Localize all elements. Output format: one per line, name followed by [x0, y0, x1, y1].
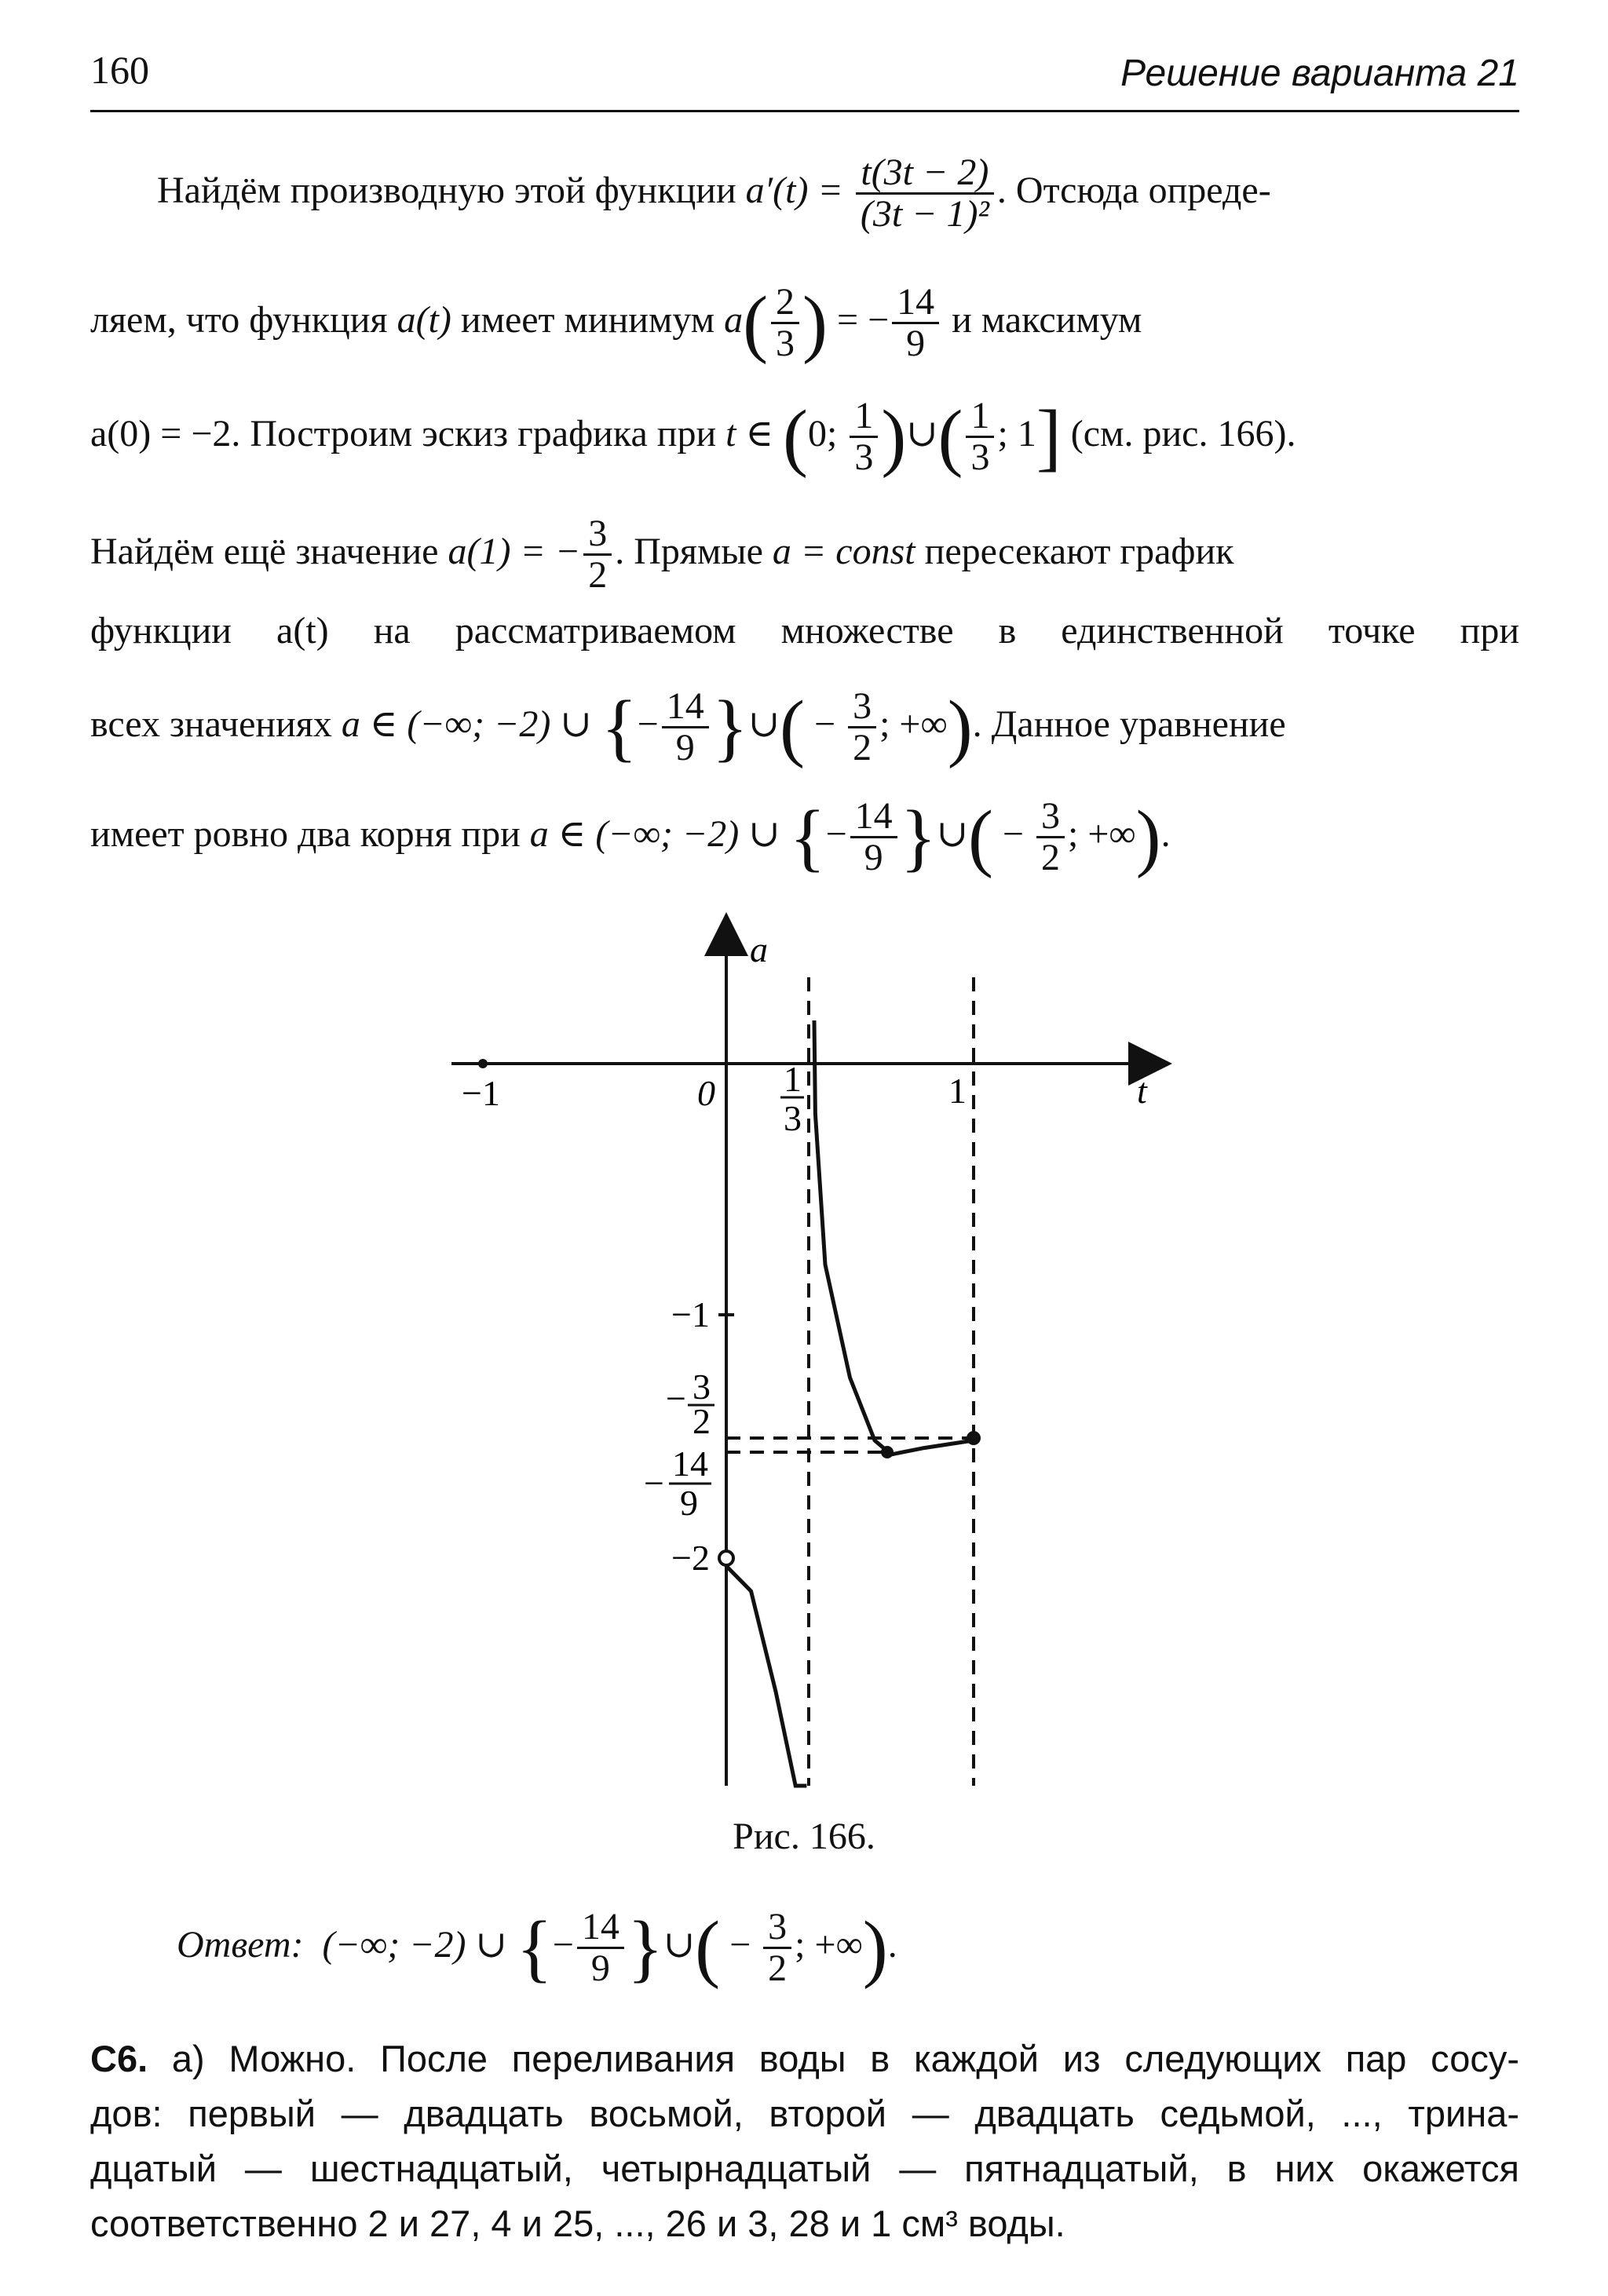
c6-line-1: С6. а) Можно. После переливания воды в каждой из следующих пар сосу- [90, 2038, 1519, 2079]
c6-line-2: дов: первый — двадцать восьмой, второй — двадцать седьмой, ..., трина- [90, 2093, 1519, 2134]
x-tick-1: 1 [948, 1071, 967, 1111]
y-tick-14-9-num: 14 [672, 1444, 708, 1484]
y-tick-minus-2: −2 [671, 1538, 710, 1578]
x-tick-third-den: 3 [784, 1098, 802, 1138]
x-tick-minus-1: −1 [462, 1073, 500, 1113]
text-line-6: всех значениях a ∈ (−∞; −2) ∪ {− $\frac{14}{9}$ }∪( − $\frac{3}{2}$ ; +∞). Данное уравнение [90, 684, 1286, 769]
y-tick-minus-1: −1 [671, 1294, 710, 1334]
figure-caption: Рис. 166. [733, 1816, 875, 1857]
text-line-4: Найдём ещё значение a(1) = − $\frac{3}{2}$ . Прямые a = const пересекают график [90, 513, 1234, 597]
point-at-1 [967, 1431, 981, 1445]
answer-line: Ответ: (−∞; −2) ∪ {− $\frac{14}{9}$ }∪( − $\frac{3}{2}$ ; +∞). [177, 1905, 897, 1990]
derivative-fraction: $\frac{t(3t - 2)}{\text{(3t − 1)²}}$ [856, 153, 994, 235]
c6-line-4: соответственно 2 и 27, 4 и 25, ..., 26 и 3, 28 и 1 см³ воды. [90, 2203, 1065, 2244]
answer-label: Ответ: [177, 1923, 304, 1966]
x-tick-third-num: 1 [784, 1059, 802, 1099]
text-line-1: Найдём производную этой функции a′(t) = $\frac{t(3t - 2)}{\text{(3t − 1)²}}$ . Отсюда опреде- [157, 151, 1271, 235]
axis-label-t: t [1137, 1071, 1147, 1111]
text-line-7: имеет ровно два корня при a ∈ (−∞; −2) ∪ {− $\frac{14}{9}$ }∪( − $\frac{3}{2}$ ; +∞). [90, 794, 1171, 879]
c6-line-3: дцатый — шестнадцатый, четырнадцатый — пятнадцатый, в них окажется [90, 2148, 1519, 2189]
point-min [881, 1446, 894, 1458]
axis-label-a: a [750, 929, 768, 969]
text-line-3: a(0) = −2. Построим эскиз графика при t ∈ (0; $\frac{1}{3}$ )∪( $\frac{1}{3}$ ; 1] (см. рис. 166). [90, 394, 1296, 479]
y-tick-14-9-den: 9 [680, 1483, 698, 1523]
svg-text:−: − [666, 1378, 686, 1418]
tick-minus-1 [478, 1059, 488, 1068]
curve-branch-left [726, 1566, 806, 1786]
svg-text:−: − [644, 1463, 664, 1503]
y-tick-3-2-num: 3 [693, 1367, 711, 1407]
running-title: Решение варианта 21 [1120, 53, 1519, 94]
x-tick-0: 0 [697, 1073, 715, 1113]
point-open-minus-2 [719, 1551, 733, 1565]
text-line-5: функции a(t) на рассматриваемом множестве в единственной точке при [90, 610, 1519, 652]
y-tick-3-2-den: 2 [693, 1401, 711, 1441]
page-number: 160 [90, 48, 149, 92]
text-line-2: ляем, что функция a(t) имеет минимум a( $\frac{2}{3}$ ) = − $\frac{14}{9}$ и максимум [90, 280, 1142, 365]
